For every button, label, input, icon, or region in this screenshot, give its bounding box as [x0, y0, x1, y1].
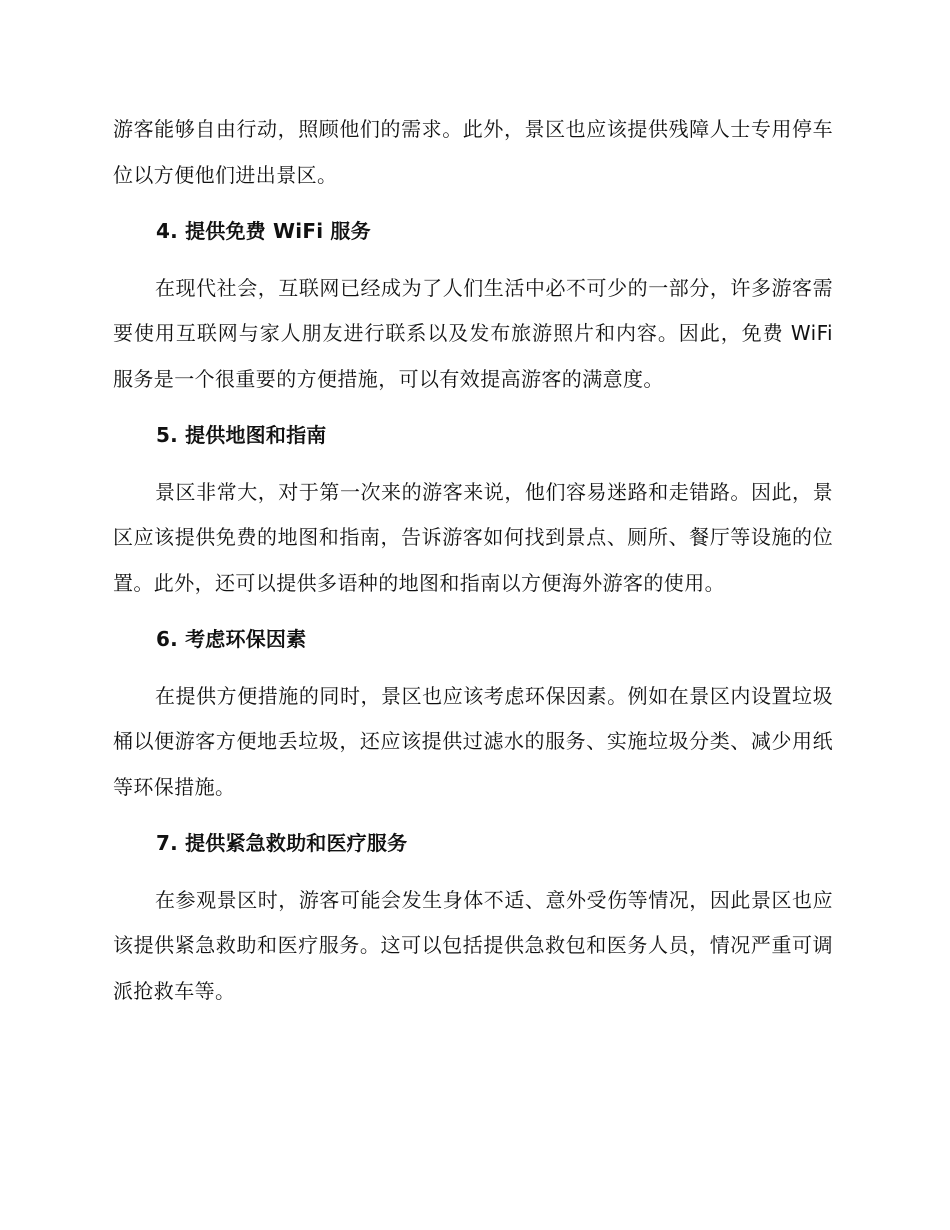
section-body-wifi: 在现代社会，互联网已经成为了人们生活中必不可少的一部分，许多游客需要使用互联网与家人朋友进行联系以及发布旅游照片和内容。因此，免费 WiFi 服务是一个很重要的方便措施，可以有效提高游客的满意度。 — [113, 275, 833, 391]
section-heading-emergency: 7. 提供紧急救助和医疗服务 — [156, 831, 408, 855]
document-body — [113, 107, 833, 1014]
section-heading-environment: 6. 考虑环保因素 — [156, 627, 307, 651]
section-heading-wifi: 4. 提供免费 WiFi 服务 — [156, 219, 371, 243]
section-heading-maps: 5. 提供地图和指南 — [156, 423, 327, 447]
section-body-environment: 在提供方便措施的同时，景区也应该考虑环保因素。例如在景区内设置垃圾桶以便游客方便地丢垃圾，还应该提供过滤水的服务、实施垃圾分类、减少用纸等环保措施。 — [113, 683, 833, 799]
section-body-maps: 景区非常大，对于第一次来的游客来说，他们容易迷路和走错路。因此，景区应该提供免费的地图和指南，告诉游客如何找到景点、厕所、餐厅等设施的位置。此外，还可以提供多语种的地图和指南以方便海外游客的使用。 — [113, 479, 833, 595]
section-body-emergency: 在参观景区时，游客可能会发生身体不适、意外受伤等情况，因此景区也应该提供紧急救助和医疗服务。这可以包括提供急救包和医务人员，情况严重可调派抢救车等。 — [113, 887, 833, 1003]
continuation-paragraph: 游客能够自由行动，照顾他们的需求。此外，景区也应该提供残障人士专用停车位以方便他们进出景区。 — [113, 117, 833, 187]
